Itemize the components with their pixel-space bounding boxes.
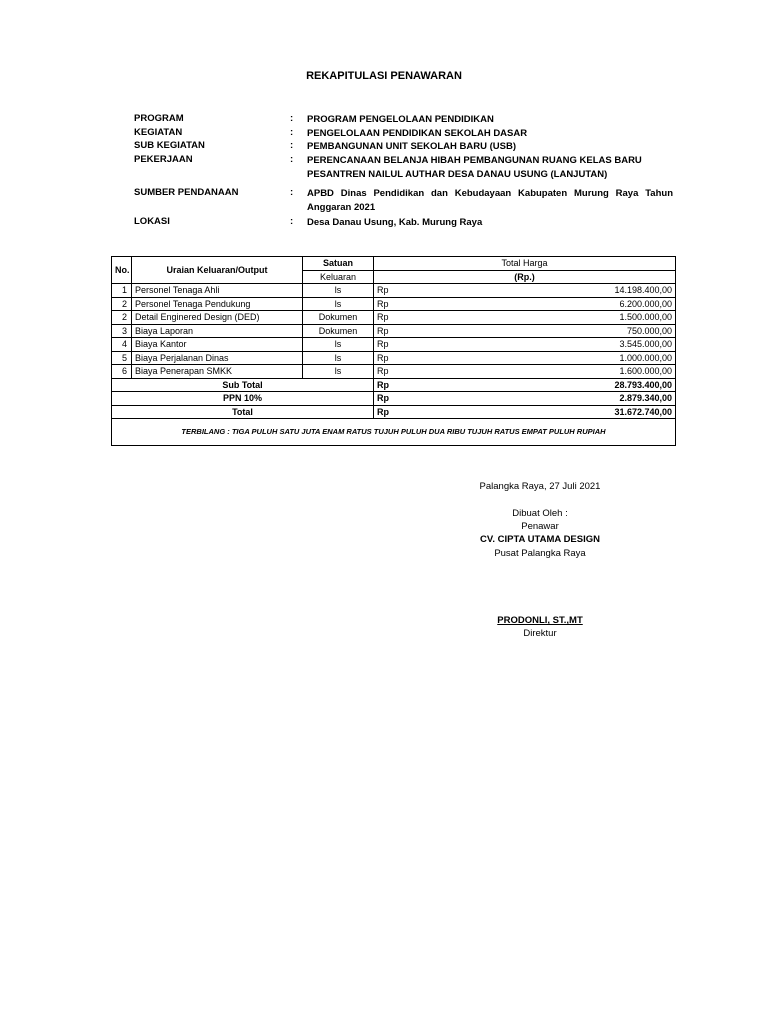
info-label: SUMBER PENDANAAN <box>134 187 239 198</box>
table-row <box>112 351 676 365</box>
subtotal-label: Sub Total <box>112 378 374 392</box>
row-uraian: Biaya Penerapan SMKK <box>132 365 303 379</box>
info-label: SUB KEGIATAN <box>134 140 205 151</box>
table-row <box>112 311 676 325</box>
info-colon: : <box>290 113 294 124</box>
info-value: PENGELOLAAN PENDIDIKAN SEKOLAH DASAR <box>307 128 528 139</box>
page-title: REKAPITULASI PENAWARAN <box>306 70 462 82</box>
row-satuan: ls <box>303 351 374 365</box>
table-row <box>112 338 676 352</box>
info-value: PROGRAM PENGELOLAAN PENDIDIKAN <box>307 114 494 125</box>
row-amount: 6.200.000,00 <box>419 297 676 311</box>
row-no: 2 <box>112 297 132 311</box>
signer-position: Direktur <box>523 628 557 639</box>
row-uraian: Detail Enginered Design (DED) <box>132 311 303 325</box>
info-colon: : <box>290 216 294 227</box>
row-satuan: ls <box>303 365 374 379</box>
terbilang-row <box>112 419 676 446</box>
info-value: APBD Dinas Pendidikan dan Kebudayaan Kabupaten Murung Raya Tahun Anggaran 2021 <box>307 188 673 213</box>
row-rp: Rp <box>374 338 419 352</box>
row-uraian: Personel Tenaga Ahli <box>132 284 303 298</box>
subtotal-row <box>112 378 676 392</box>
ppn-rp: Rp <box>374 392 419 406</box>
ppn-amount: 2.879.340,00 <box>419 392 676 406</box>
row-uraian: Personel Tenaga Pendukung <box>132 297 303 311</box>
made-by-label: Dibuat Oleh : <box>512 508 568 519</box>
total-amount: 31.672.740,00 <box>419 405 676 419</box>
subtotal-rp: Rp <box>374 378 419 392</box>
header-uraian: Uraian Keluaran/Output <box>132 257 303 284</box>
row-no: 2 <box>112 311 132 325</box>
row-amount: 3.545.000,00 <box>419 338 676 352</box>
header-total-2: (Rp.) <box>374 270 676 284</box>
row-satuan: Dokumen <box>303 324 374 338</box>
total-rp: Rp <box>374 405 419 419</box>
info-label: KEGIATAN <box>134 127 183 138</box>
row-rp: Rp <box>374 284 419 298</box>
info-label: PROGRAM <box>134 113 184 124</box>
header-no: No. <box>112 257 132 284</box>
info-value: Desa Danau Usung, Kab. Murung Raya <box>307 217 483 228</box>
table-row <box>112 297 676 311</box>
row-no: 5 <box>112 351 132 365</box>
place-date: Palangka Raya, 27 Juli 2021 <box>479 481 601 492</box>
row-rp: Rp <box>374 311 419 325</box>
terbilang-text: TERBILANG : TIGA PULUH SATU JUTA ENAM RATUS TUJUH PULUH DUA RIBU TUJUH RATUS EMPAT PULUH RUPIAH <box>112 419 676 446</box>
row-amount: 1.000.000,00 <box>419 351 676 365</box>
total-label: Total <box>112 405 374 419</box>
row-amount: 14.198.400,00 <box>419 284 676 298</box>
company-branch: Pusat Palangka Raya <box>494 548 586 559</box>
row-rp: Rp <box>374 324 419 338</box>
row-rp: Rp <box>374 297 419 311</box>
info-colon: : <box>290 140 294 151</box>
role-label: Penawar <box>521 521 559 532</box>
row-amount: 1.500.000,00 <box>419 311 676 325</box>
row-satuan: Dokumen <box>303 311 374 325</box>
info-colon: : <box>290 154 294 165</box>
subtotal-amount: 28.793.400,00 <box>419 378 676 392</box>
row-satuan: ls <box>303 297 374 311</box>
total-row <box>112 405 676 419</box>
company-name: CV. CIPTA UTAMA DESIGN <box>480 534 600 545</box>
header-satuan-2: Keluaran <box>303 270 374 284</box>
row-amount: 1.600.000,00 <box>419 365 676 379</box>
ppn-row <box>112 392 676 406</box>
info-colon: : <box>290 187 294 198</box>
table-row <box>112 284 676 298</box>
row-no: 4 <box>112 338 132 352</box>
table-row <box>112 324 676 338</box>
table-row <box>112 365 676 379</box>
header-total-1: Total Harga <box>374 257 676 271</box>
row-uraian: Biaya Perjalanan Dinas <box>132 351 303 365</box>
header-satuan-1: Satuan <box>303 257 374 271</box>
info-value: PERENCANAAN BELANJA HIBAH PEMBANGUNAN RUANG KELAS BARU PESANTREN NAILUL AUTHAR DESA DANAU USUNG (LANJUTAN) <box>307 155 642 180</box>
row-rp: Rp <box>374 351 419 365</box>
row-amount: 750.000,00 <box>419 324 676 338</box>
signer-name: PRODONLI, ST.,MT <box>497 615 583 626</box>
ppn-label: PPN 10% <box>112 392 374 406</box>
row-satuan: ls <box>303 338 374 352</box>
info-label: LOKASI <box>134 216 170 227</box>
row-no: 3 <box>112 324 132 338</box>
info-colon: : <box>290 127 294 138</box>
row-uraian: Biaya Kantor <box>132 338 303 352</box>
row-satuan: ls <box>303 284 374 298</box>
info-value: PEMBANGUNAN UNIT SEKOLAH BARU (USB) <box>307 141 516 152</box>
row-no: 1 <box>112 284 132 298</box>
info-label: PEKERJAAN <box>134 154 193 165</box>
row-uraian: Biaya Laporan <box>132 324 303 338</box>
row-rp: Rp <box>374 365 419 379</box>
row-no: 6 <box>112 365 132 379</box>
rekap-table <box>111 256 676 446</box>
table-header-row <box>112 257 676 271</box>
